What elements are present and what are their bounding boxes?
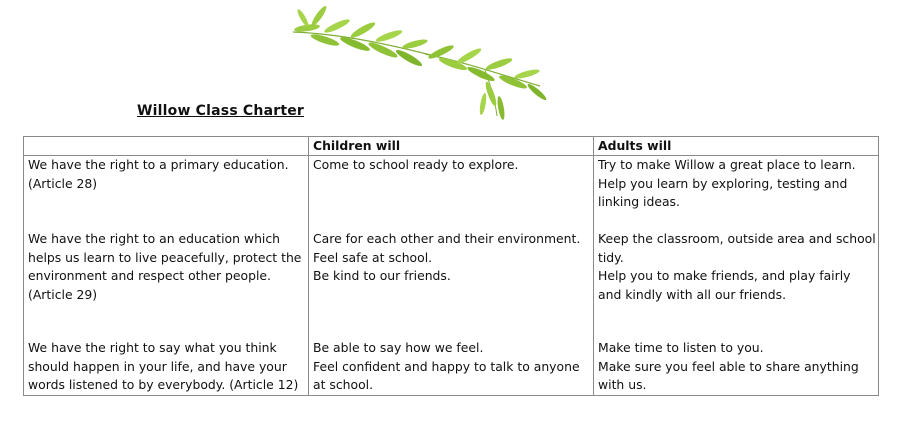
rights-cell — [24, 156, 309, 231]
rights-cell — [24, 339, 309, 395]
children-cell — [309, 339, 594, 395]
cell-line: Make sure you feel able to share anything — [598, 358, 859, 374]
cell-line: linking ideas. — [598, 194, 680, 209]
willow-leaves-icon — [285, 4, 550, 122]
cell-line: with us. — [598, 377, 647, 392]
header-rights — [24, 137, 309, 156]
cell-line: Be able to say how we feel. — [313, 340, 484, 355]
adults-cell — [594, 156, 879, 231]
cell-line: Try to make Willow a great place to learn. — [598, 157, 856, 172]
cell-line: Feel confident and happy to talk to anyone — [313, 358, 580, 374]
cell-line: We have the right to a primary education. — [28, 157, 289, 172]
table-row — [24, 339, 879, 395]
cell-line: at school. — [313, 377, 374, 392]
header-children-will: Children will — [309, 137, 594, 156]
page-title: Willow Class Charter — [137, 103, 305, 119]
cell-line: (Article 29) — [28, 286, 98, 302]
cell-line: helps us learn to live peacefully, protect the — [28, 249, 302, 265]
cell-line: and kindly with all our friends. — [598, 286, 787, 302]
cell-line: Be kind to our friends. — [313, 268, 451, 283]
rights-cell — [24, 230, 309, 339]
cell-line: environment and respect other people. — [28, 268, 271, 283]
cell-line: should happen in your life, and have your — [28, 358, 287, 374]
cell-line: We have the right to say what you think — [28, 340, 277, 355]
children-cell — [309, 230, 594, 339]
children-cell — [309, 156, 594, 231]
cell-line: Keep the classroom, outside area and school — [598, 231, 876, 246]
table-row — [24, 156, 879, 231]
leaf-branch-left — [293, 4, 435, 68]
cell-line: Feel safe at school. — [313, 249, 433, 265]
cell-line: Make time to listen to you. — [598, 340, 764, 355]
cell-line: Help you to make friends, and play fairly — [598, 268, 851, 283]
cell-line: (Article 28) — [28, 175, 98, 191]
adults-cell — [594, 230, 879, 339]
adults-cell — [594, 339, 879, 395]
cell-line: words listened to by everybody. (Article 12) — [28, 377, 299, 392]
cell-line: Care for each other and their environment. — [313, 231, 581, 246]
header-adults-will: Adults will — [594, 137, 879, 156]
table-row — [24, 230, 879, 339]
cell-line: Come to school ready to explore. — [313, 157, 519, 172]
cell-line: tidy. — [598, 249, 624, 265]
charter-table — [23, 136, 879, 396]
leaf-branch-right — [425, 43, 548, 120]
cell-line: Help you learn by exploring, testing and — [598, 175, 848, 191]
table-header-row — [24, 137, 879, 156]
cell-line: We have the right to an education which — [28, 231, 281, 246]
